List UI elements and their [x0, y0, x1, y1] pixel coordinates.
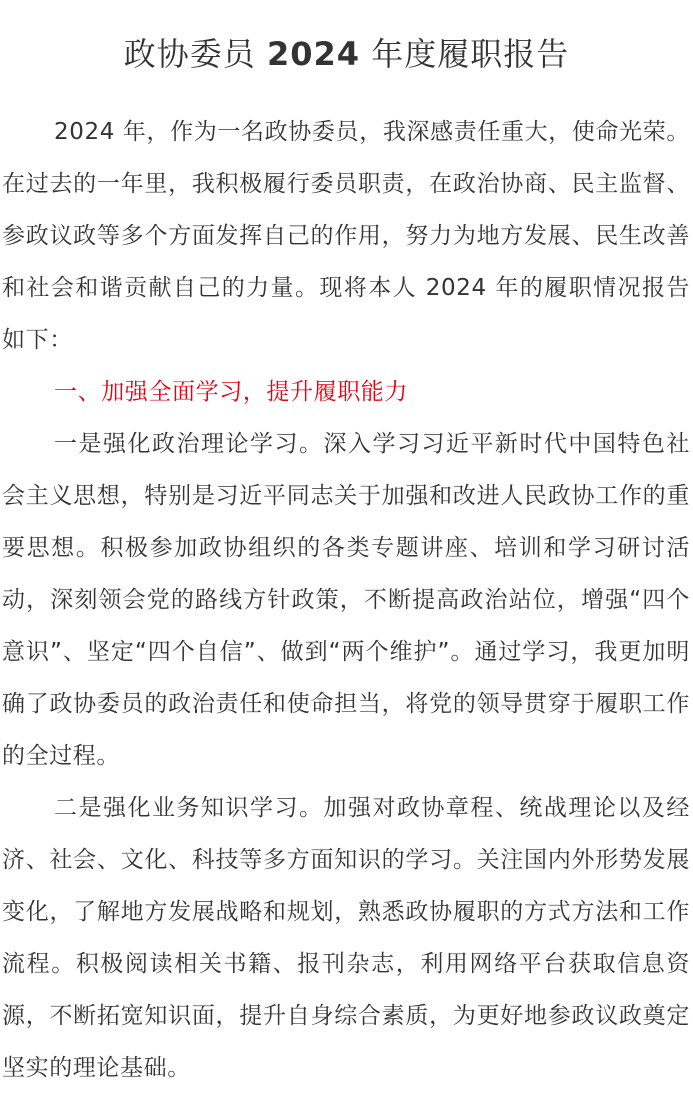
page-title [0, 28, 693, 80]
title-suffix: 年度履职报告 [360, 35, 570, 73]
title-prefix: 政协委员 [123, 35, 267, 73]
report-body [2, 106, 690, 1094]
title-year: 2024 [266, 35, 361, 73]
political-study-paragraph: 一是强化政治理论学习。深入学习习近平新时代中国特色社会主义思想，特别是习近平同志关于加强和改进人民政协工作的重要思想。积极参加政协组织的各类专题讲座、培训和学习研讨活动，深刻领会党的路线方针政策，不断提高政治站位，增强“四个意识”、坚定“四个自信”、做到“两个维护”。通过学习，我更加明确了政协委员的政治责任和使命担当，将党的领导贯穿于履职工作的全过程。 [2, 431, 690, 769]
section-heading: 一、加强全面学习，提升履职能力 [54, 379, 408, 405]
intro-paragraph: 2024 年，作为一名政协委员，我深感责任重大，使命光荣。在过去的一年里，我积极履行委员职责，在政治协商、民主监督、参政议政等多个方面发挥自己的作用，努力为地方发展、民生改善和社会和谐贡献自己的力量。现将本人 2024 年的履职情况报告如下： [2, 119, 690, 353]
professional-study-paragraph: 二是强化业务知识学习。加强对政协章程、统战理论以及经济、社会、文化、科技等多方面知识的学习。关注国内外形势发展变化，了解地方发展战略和规划，熟悉政协履职的方式方法和工作流程。积极阅读相关书籍、报刊杂志，利用网络平台获取信息资源，不断拓宽知识面，提升自身综合素质，为更好地参政议政奠定坚实的理论基础。 [2, 795, 690, 1081]
